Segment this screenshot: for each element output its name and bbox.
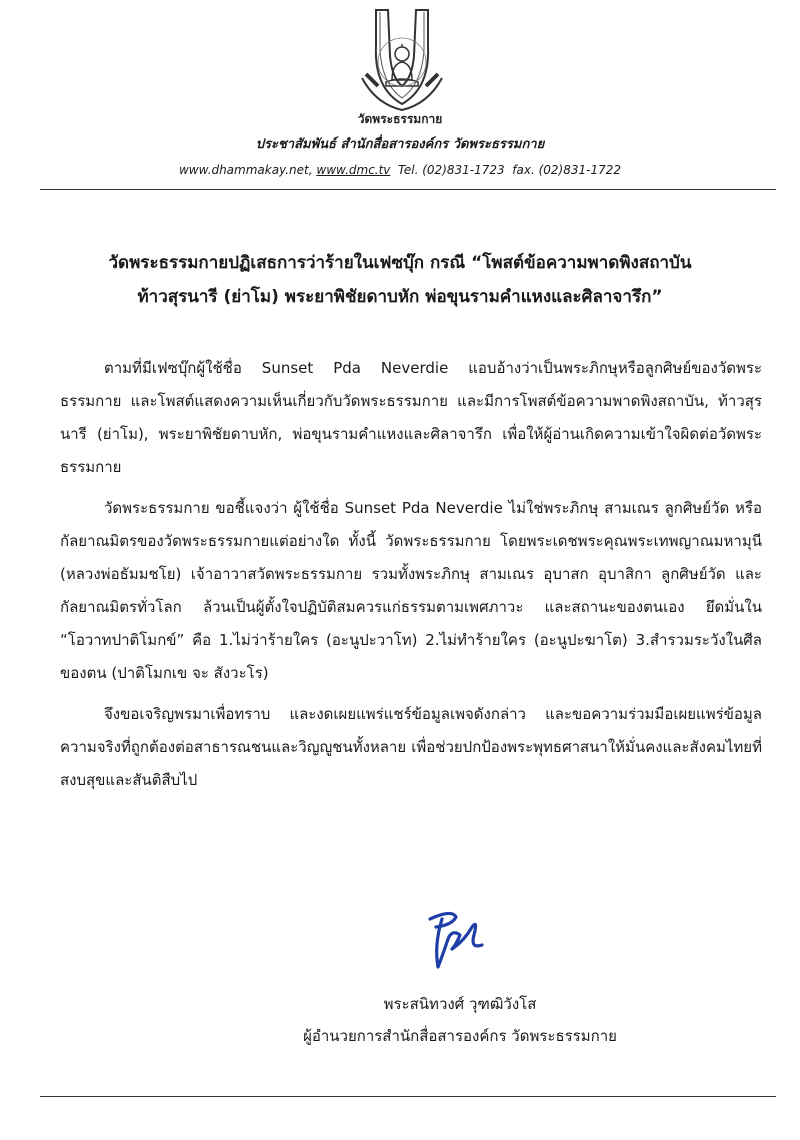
signature-icon [412,905,492,975]
paragraph-2: วัดพระธรรมกาย ขอชี้แจงว่า ผู้ใช้ชื่อ Sunset Pda Neverdie ไม่ใช่พระภิกษุ สามเณร ลูกศิษย์วัด หรือกัลยาณมิตรของวัดพระธรรมกายแต่อย่างใด ทั้งนี้ วัดพระธรรมกาย โดยพระเดชพระคุณพระเทพญาณมหามุนี (หลวงพ่อธัมมชโย) เจ้าอาวาสวัดพระธรรมกาย รวมทั้งพระภิกษุ สามเณร อุบาสก อุบาสิกา ลูกศิษย์วัด และกัลยาณมิตรทั่วโลก ล้วนเป็นผู้ตั้งใจปฏิบัติสมควรแก่ธรรมตามเพศภาวะ และสถานะของตนเอง ยึดมั่นใน “โอวาทปาติโมกข์” คือ 1.ไม่ว่าร้ายใคร (อะนูปะวาโท) 2.ไม่ทำร้ายใคร (อะนูปะฆาโต) 3.สำรวมระวังในศีลของตน (ปาติโมกเข จะ สังวะโร) [60,499,762,682]
letter-body [60,352,762,805]
title-line-2: ท้าวสุรนารี (ย่าโม) พระยาพิชัยดาบหัก พ่อขุนรามคำแหงและศิลาจารึก” [137,287,663,307]
footer-divider [40,1096,776,1097]
header-divider [40,189,776,190]
department-line: ประชาสัมพันธ์ สำนักสื่อสารองค์กร วัดพระธรรมกาย [255,137,545,152]
signer-position: ผู้อำนวยการสำนักสื่อสารองค์กร วัดพระธรรมกาย [303,1027,617,1045]
fax-number: fax. (02)831-1722 [512,163,622,177]
document-title [60,246,740,314]
signer-name: พระสนิทวงศ์ วุฑฒิวังโส [383,995,537,1013]
website-separator: , [308,163,317,177]
website-link-dmc[interactable]: www.dmc.tv [316,163,391,177]
organization-name: วัดพระธรรมกาย [357,112,443,126]
temple-logo-icon [356,6,448,112]
paragraph-1: ตามที่มีเฟซบุ๊กผู้ใช้ชื่อ Sunset Pda Neverdie แอบอ้างว่าเป็นพระภิกษุหรือลูกศิษย์ของวัดพระธรรมกาย และโพสต์แสดงความเห็นเกี่ยวกับวัดพระธรรมกาย และมีการโพสต์ข้อความพาดพิงสถาบัน, ท้าวสุรนารี (ย่าโม), พระยาพิชัยดาบหัก, พ่อขุนรามคำแหงและศิลาจารึก เพื่อให้ผู้อ่านเกิดความเข้าใจผิดต่อวัดพระธรรมกาย [60,359,762,476]
telephone-number: Tel. (02)831-1723 [398,163,505,177]
paragraph-3: จึงขอเจริญพรมาเพื่อทราบ และงดเผยแพร่แชร์ข้อมูลเพจดังกล่าว และขอความร่วมมือเผยแพร่ข้อมูลความจริงที่ถูกต้องต่อสาธารณชนและวิญญูชนทั้งหลาย เพื่อช่วยปกป้องพระพุทธศาสนาให้มั่นคงและสังคมไทยที่สงบสุขและสันติสืบไป [60,705,762,789]
contact-line [0,163,800,177]
title-line-1: วัดพระธรรมกายปฏิเสธการว่าร้ายในเฟซบุ๊ก กรณี “โพสต์ข้อความพาดพิงสถาบัน [108,253,692,273]
website-link-dhammakaya[interactable]: www.dhammakay.net [178,163,309,177]
